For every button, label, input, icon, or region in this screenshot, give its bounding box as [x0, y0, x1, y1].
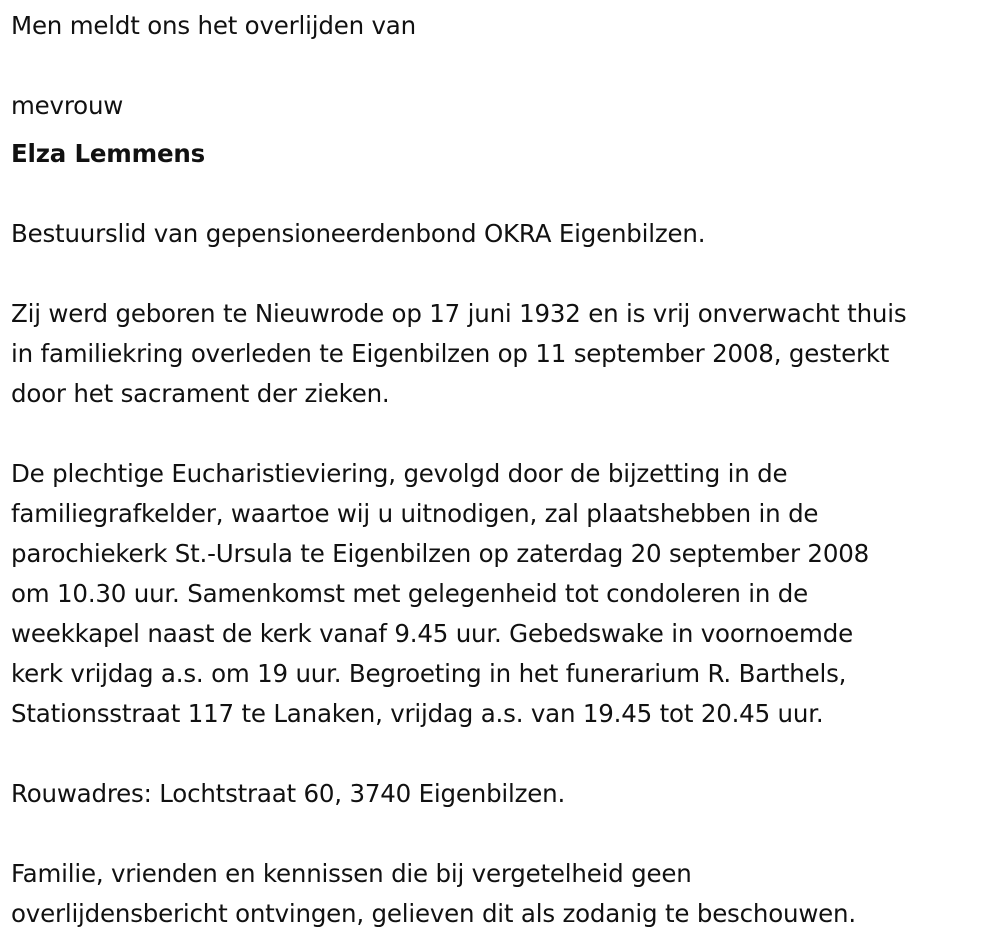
role-text: Bestuurslid van gepensioneerdenbond OKRA Eigenbilzen.	[11, 219, 706, 248]
paragraph-line: parochiekerk St.-Ursula te Eigenbilzen op zaterdag 20 september 2008	[11, 539, 869, 568]
paragraph-line: Familie, vrienden en kennissen die bij vergetelheid geen	[11, 859, 692, 888]
paragraph-line: Zij werd geboren te Nieuwrode op 17 juni 1932 en is vrij onverwacht thuis	[11, 299, 907, 328]
paragraph-line: De plechtige Eucharistieviering, gevolgd door de bijzetting in de	[11, 459, 788, 488]
paragraph-line: familiegrafkelder, waartoe wij u uitnodigen, zal plaatshebben in de	[11, 499, 819, 528]
paragraph-line: weekkapel naast de kerk vanaf 9.45 uur. Gebedswake in voornoemde	[11, 619, 853, 648]
salutation: mevrouw	[11, 91, 124, 120]
intro-text: Men meldt ons het overlijden van	[11, 11, 416, 40]
paragraph-line: kerk vrijdag a.s. om 19 uur. Begroeting in het funerarium R. Barthels,	[11, 659, 847, 688]
birth-paragraph	[11, 294, 996, 414]
deceased-name: Elza Lemmens	[11, 139, 205, 168]
closing-paragraph	[11, 854, 996, 934]
paragraph-line: in familiekring overleden te Eigenbilzen op 11 september 2008, gesterkt	[11, 339, 890, 368]
death-notice	[11, 6, 996, 934]
paragraph-line: overlijdensbericht ontvingen, gelieven dit als zodanig te beschouwen.	[11, 899, 856, 928]
mourning-address: Rouwadres: Lochtstraat 60, 3740 Eigenbilzen.	[11, 779, 566, 808]
paragraph-line: om 10.30 uur. Samenkomst met gelegenheid tot condoleren in de	[11, 579, 808, 608]
paragraph-line: Stationsstraat 117 te Lanaken, vrijdag a.s. van 19.45 tot 20.45 uur.	[11, 699, 824, 728]
paragraph-line: door het sacrament der zieken.	[11, 379, 390, 408]
service-paragraph	[11, 454, 996, 734]
